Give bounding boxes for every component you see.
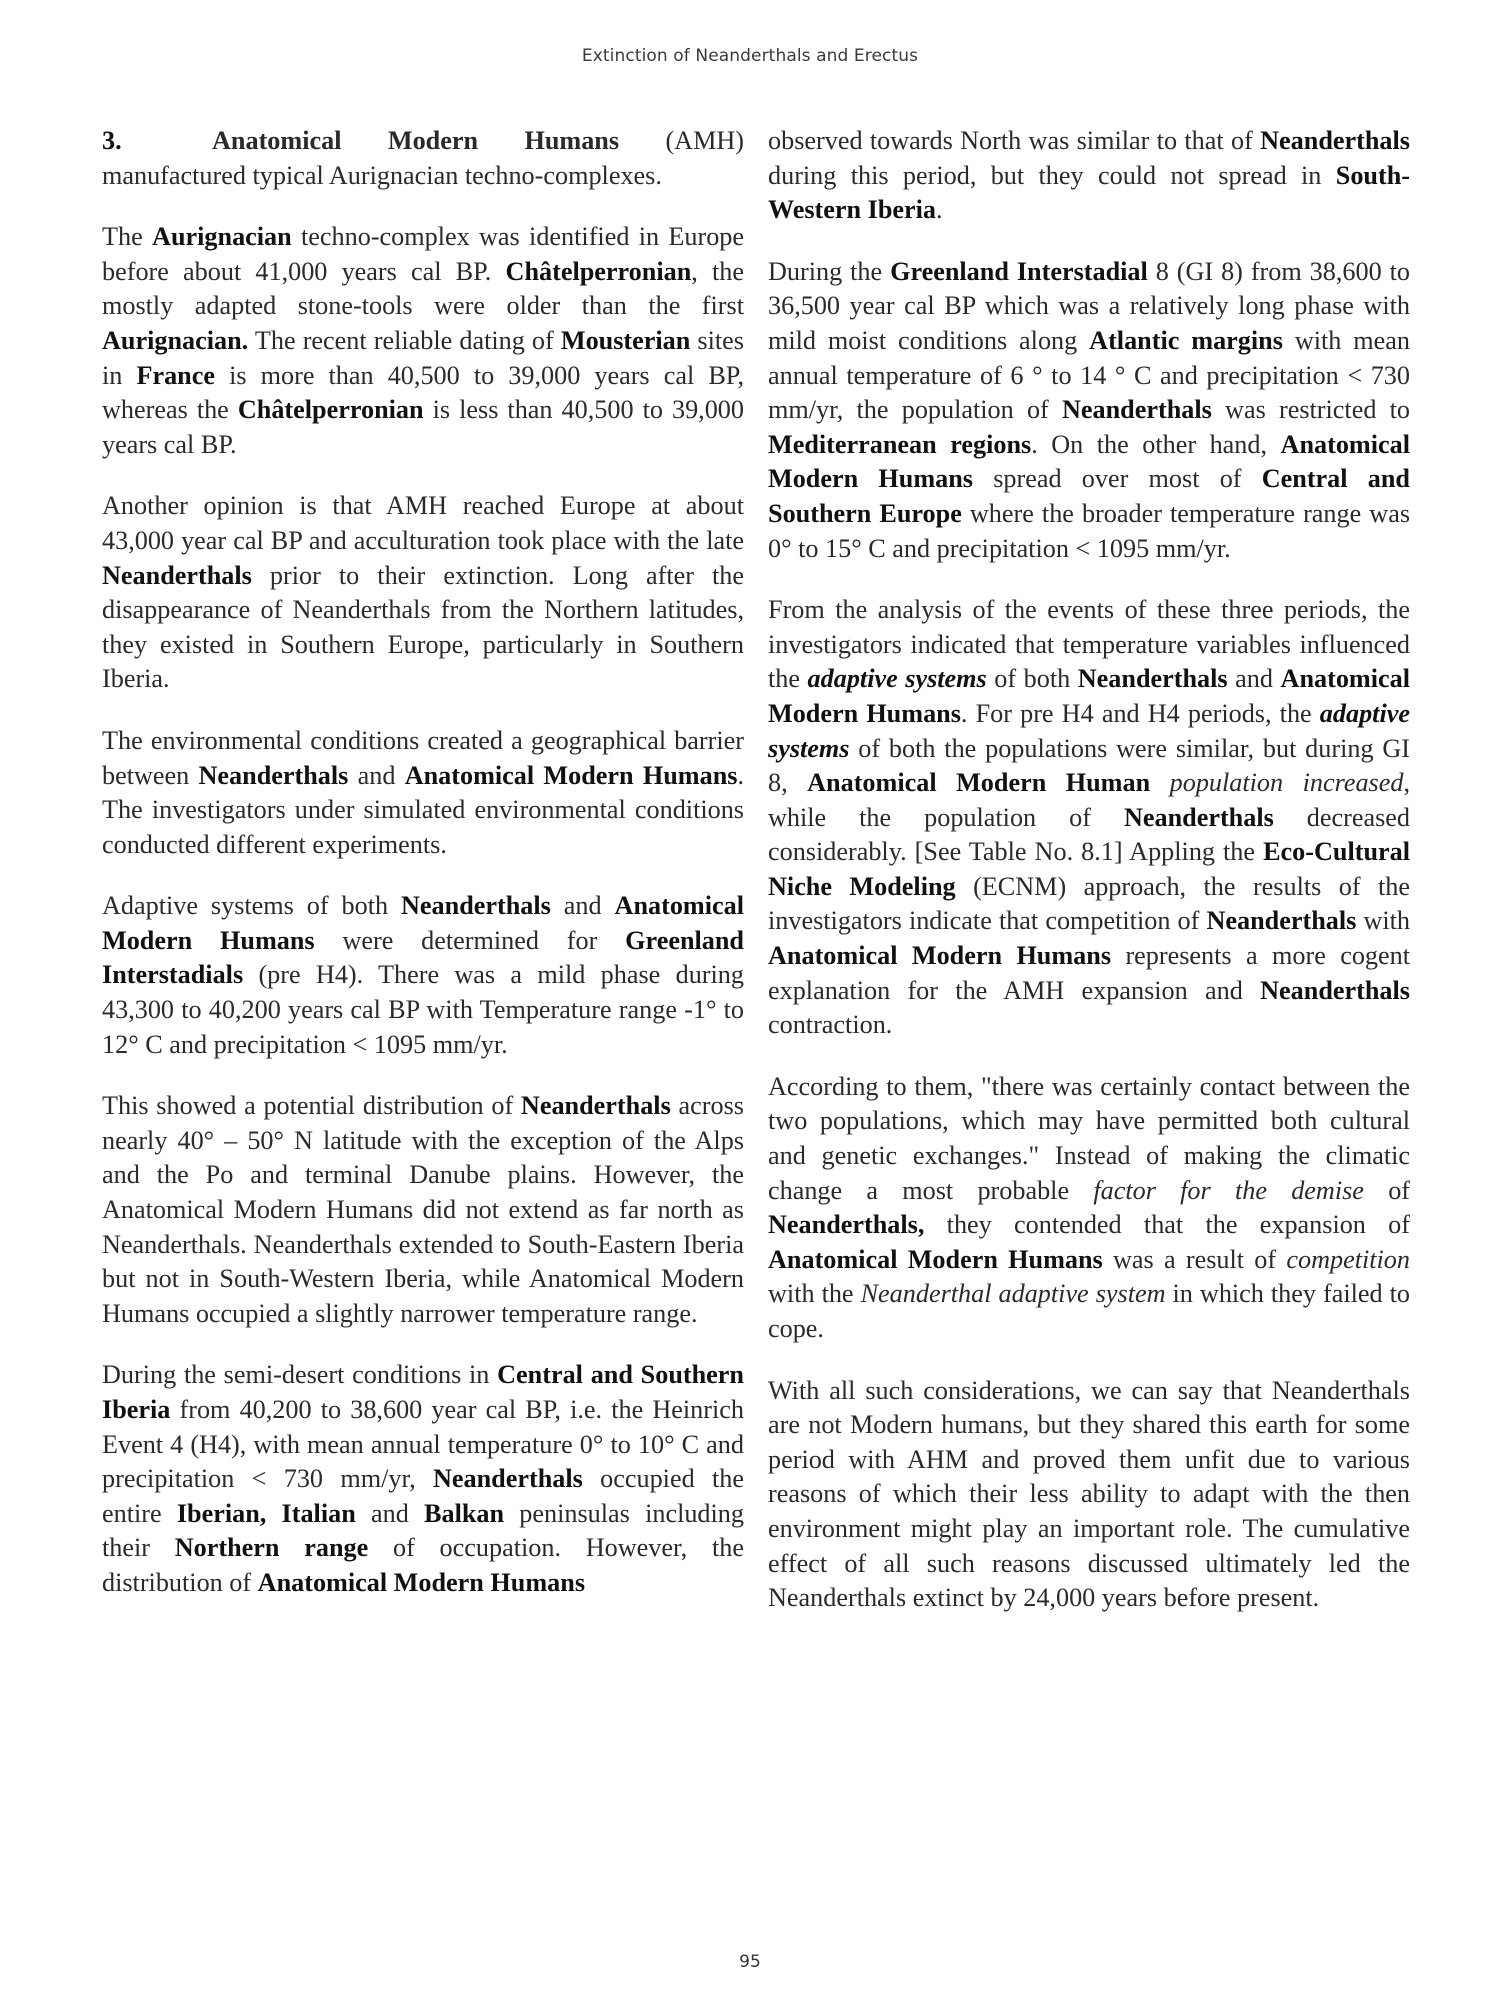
section-heading-text: Anatomical Modern Humans (AMH) manufactured typical Aurignacian techno-complexes. — [102, 126, 744, 190]
paragraph: The environmental conditions created a geographical barrier between Neanderthals and Anatomical Modern Humans. The investigators under simulated environmental conditions conducted different experiments. — [102, 725, 745, 859]
paragraph: With all such considerations, we can say that Neanderthals are not Modern humans, but they shared this earth for some period with AHM and proved them unfit due to various reasons of which their less ability to adapt with the then environment might play an important role. The cumulative effect of all such reasons discussed ultimately led the Neanderthals extinct by 24,000 years before present. — [768, 1375, 1410, 1613]
paragraph: observed towards North was similar to that of Neanderthals during this period, but they could not spread in South-Western Iberia. — [768, 126, 1410, 225]
page-number: 95 — [739, 1952, 761, 1972]
paragraph: This showed a potential distribution of Neanderthals across nearly 40° – 50° N latitude with the exception of the Alps and the Po and terminal Danube plains. However, the Anatomical Modern Humans did not extend as far north as Neanderthals. Neanderthals extended to South-Eastern Iberia but not in South-Western Iberia, while Anatomical Modern Humans occupied a slightly narrower temperature range. — [102, 1091, 744, 1328]
paragraph: Another opinion is that AMH reached Europe at about 43,000 year cal BP and acculturation took place with the late Neanderthals prior to their extinction. Long after the disappearance of Neanderthals from the Northern latitudes, they existed in Southern Europe, particularly in Southern Iberia. — [102, 491, 744, 694]
paragraph: The Aurignacian techno-complex was identified in Europe before about 41,000 years cal BP. Châtelperronian, the mostly adapted stone-tools were older than the first Aurignacian. The recent reliable dating of Mousterian sites in France is more than 40,500 to 39,000 years cal BP, whereas the Châtelperronian is less than 40,500 to 39,000 years cal BP. — [102, 222, 745, 459]
right-column — [768, 124, 1410, 1643]
left-column — [102, 124, 744, 1628]
paragraph: Adaptive systems of both Neanderthals and Anatomical Modern Humans were determined for Greenland Interstadials (pre H4). There was a mild phase during 43,300 to 40,200 years cal BP with Temperature range -1° to 12° C and precipitation < 1095 mm/yr. — [102, 891, 744, 1059]
paragraph: From the analysis of the events of these three periods, the investigators indicated that temperature variables influenced the adaptive systems of both Neanderthals and Anatomical Modern Humans. For pre H4 and H4 periods, the adaptive systems of both the populations were similar, but during GI 8, Anatomical Modern Human population increased, while the population of Neanderthals decreased considerably. [See Table No. 8.1] Appling the Eco-Cultural Niche Modeling (ECNM) approach, the results of the investigators indicate that competition of Neanderthals with Anatomical Modern Humans represents a more cogent explanation for the AMH expansion and Neanderthals contraction. — [768, 595, 1411, 1040]
paragraph: During the semi-desert conditions in Central and Southern Iberia from 40,200 to 38,600 year cal BP, i.e. the Heinrich Event 4 (H4), with mean annual temperature 0° to 10° C and precipitation < 730 mm/yr, Neanderthals occupied the entire Iberian, Italian and Balkan peninsulas including their Northern range of occupation. However, the distribution of Anatomical Modern Humans — [102, 1360, 744, 1597]
running-header: Extinction of Neanderthals and Erectus — [581, 46, 919, 66]
section-heading — [102, 124, 744, 193]
section-number: 3. — [102, 126, 122, 155]
paragraph: According to them, "there was certainly contact between the two populations, which may have permitted both cultural and genetic exchanges." Instead of making the climatic change a most probable factor for the demise of Neanderthals, they contended that the expansion of Anatomical Modern Humans was a result of competition with the Neanderthal adaptive system in which they failed to cope. — [768, 1071, 1411, 1343]
paragraph: During the Greenland Interstadial 8 (GI 8) from 38,600 to 36,500 year cal BP which was a relatively long phase with mild moist conditions along Atlantic margins with mean annual temperature of 6 ° to 14 ° C and precipitation < 730 mm/yr, the population of Neanderthals was restricted to Mediterranean regions. On the other hand, Anatomical Modern Humans spread over most of Central and Southern Europe where the broader temperature range was 0° to 15° C and precipitation < 1095 mm/yr. — [768, 256, 1411, 563]
